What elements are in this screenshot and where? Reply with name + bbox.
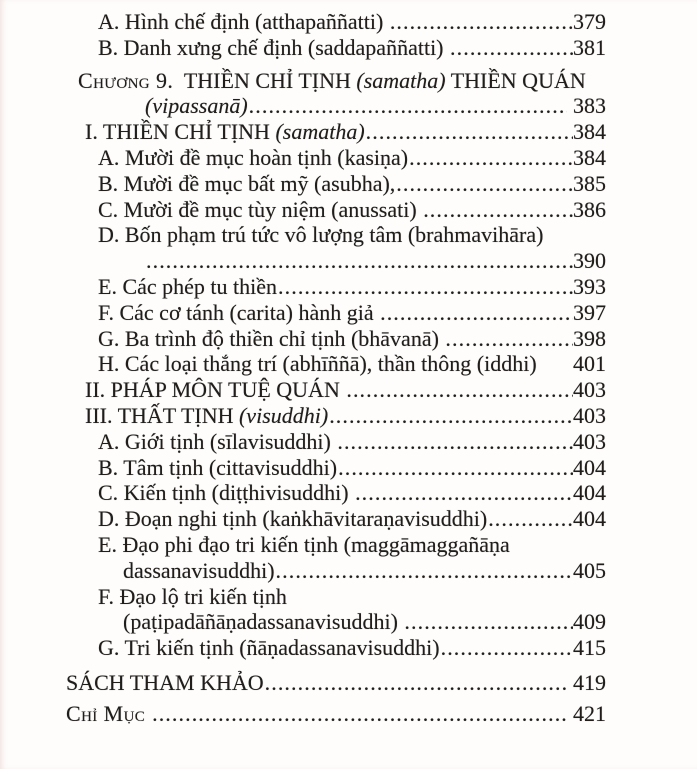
dot-leader (487, 506, 573, 532)
dot-leader (248, 93, 567, 119)
dot-leader (444, 326, 573, 352)
toc-entry-text-part: (samatha) (356, 67, 446, 93)
toc-entry-text (98, 506, 487, 532)
page-number: 386 (573, 196, 606, 222)
toc-entry-text-part: D. Đoạn nghi tịnh (kaṅkhāvitaraṇavisuddhi) (98, 506, 488, 532)
toc-row (0, 68, 606, 94)
page-number: 404 (573, 506, 606, 532)
page-number: 403 (573, 402, 606, 428)
toc-entry-text-part: C. Mười đề mục tùy niệm (anussati) (98, 196, 423, 222)
dot-leader (264, 670, 567, 696)
toc-entry-text-part: B. Danh xưng chế định (saddapaññatti) (98, 34, 450, 60)
toc-entry-text (98, 455, 337, 481)
toc-row (0, 222, 606, 248)
page-number: 398 (573, 325, 606, 351)
page-number: 421 (573, 700, 606, 726)
page-number: 401 (573, 351, 606, 377)
dot-leader (336, 429, 573, 455)
dot-leader (345, 377, 573, 403)
toc-row (0, 326, 606, 352)
toc-entry-text (98, 274, 277, 300)
toc-entry-text-part: dassanavisuddhi) (123, 557, 275, 583)
toc-entry-text (98, 429, 336, 455)
toc-entry-text (85, 403, 328, 429)
toc-entry-text-part: (samatha) (275, 119, 365, 145)
dot-leader (440, 635, 573, 661)
toc-row (0, 584, 606, 610)
page-number: 397 (573, 299, 606, 325)
toc-entry-text-part: H. Các loại thắng trí (abhīññā), thần thông (iddhi) (98, 351, 537, 377)
toc-entry-text (66, 670, 264, 696)
toc-row (0, 429, 606, 455)
toc-entry-text-part: THIỀN QUÁN (445, 67, 586, 93)
toc-entry-text-part: THIỀN CHỈ TỊNH (173, 67, 357, 93)
page-number: 383 (573, 93, 606, 119)
dot-leader (328, 403, 573, 429)
toc-entry-text (98, 222, 543, 248)
toc-entry-text-part: A. Giới tịnh (sīlavisuddhi) (98, 428, 337, 454)
toc-entry-text-part: SÁCH THAM KHẢO (66, 669, 264, 695)
toc-row (0, 248, 606, 274)
page-number: 403 (573, 377, 606, 403)
toc-row (0, 701, 606, 727)
toc-row (0, 351, 606, 377)
toc-row (0, 93, 606, 119)
toc-row (0, 670, 606, 696)
toc-entry-text-part: (vipassanā) (145, 93, 248, 119)
page-number: 404 (573, 480, 606, 506)
toc-entry-text-part: (paṭipadāñāṇadassanavisuddhi) (123, 609, 404, 635)
dot-leader (354, 480, 573, 506)
page-number: 384 (573, 144, 606, 170)
dot-leader (449, 35, 573, 61)
dot-leader (337, 455, 573, 481)
toc-entry-text (98, 35, 449, 61)
toc-row (0, 403, 606, 429)
toc-entry-text-part: Chương 9. (78, 67, 174, 93)
toc-row (0, 274, 606, 300)
toc-entry-text-part: Chỉ Mục (66, 700, 152, 726)
toc-entry-text-part: D. Bốn phạm trú tức vô lượng tâm (brahmavihāra) (98, 222, 544, 248)
toc-row (0, 300, 606, 326)
toc-entry-text-part: II. PHÁP MÔN TUỆ QUÁN (85, 377, 346, 403)
toc-entry-text (85, 119, 365, 145)
dot-leader (275, 558, 573, 584)
toc-entry-text (98, 351, 537, 377)
toc-entry-text-part: I. THIỀN CHỈ TỊNH (85, 119, 276, 145)
toc-entry-text (98, 480, 354, 506)
page-number: 385 (573, 170, 606, 196)
toc-row (0, 506, 606, 532)
page-number: 409 (573, 609, 606, 635)
toc-entry-text-part: A. Hình chế định (atthapaññatti) (98, 9, 389, 34)
dot-leader (365, 119, 573, 145)
toc-entry-text-part: G. Ba trình độ thiền chỉ tịnh (bhāvanā) (98, 325, 445, 351)
toc-row (0, 532, 606, 558)
dot-leader (151, 701, 567, 727)
toc-row (0, 558, 606, 584)
toc-row (0, 9, 606, 35)
toc-entry-text (66, 701, 151, 727)
toc-row (0, 480, 606, 506)
toc-row (0, 119, 606, 145)
dot-leader (145, 248, 573, 274)
page-number: 390 (573, 248, 606, 274)
page-number: 405 (573, 557, 606, 583)
toc-entry-text (98, 145, 408, 171)
dot-leader (422, 197, 573, 223)
toc-row (0, 455, 606, 481)
toc-entry-text-part: E. Đạo phi đạo tri kiến tịnh (maggāmaggañāṇa (98, 531, 510, 557)
toc-list (0, 9, 606, 727)
toc-entry-text-part: (visuddhi) (238, 402, 329, 428)
toc-entry-text (98, 326, 444, 352)
toc-row (0, 377, 606, 403)
page-number: 379 (573, 9, 606, 34)
toc-row (0, 635, 606, 661)
page-number: 381 (573, 34, 606, 60)
dot-leader (389, 9, 573, 35)
toc-entry-text (78, 68, 586, 94)
page-number: 404 (573, 454, 606, 480)
toc-entry-text (123, 558, 275, 584)
toc-entry-text (98, 197, 422, 223)
page-number: 415 (573, 635, 606, 661)
page-number: 384 (573, 119, 606, 145)
toc-row (0, 35, 606, 61)
toc-entry-text-part: A. Mười đề mục hoàn tịnh (kasiṇa) (98, 144, 409, 170)
toc-entry-text-part: G. Tri kiến tịnh (ñāṇadassanavisuddhi) (98, 635, 440, 661)
page-number: 419 (573, 669, 606, 695)
toc-entry-text (145, 93, 248, 119)
toc-entry-text-part: F. Đạo lộ tri kiến tịnh (98, 583, 287, 609)
toc-row (0, 609, 606, 635)
dot-leader (379, 300, 573, 326)
toc-row (0, 171, 606, 197)
toc-entry-text (98, 584, 287, 610)
toc-entry-text (98, 171, 395, 197)
toc-entry-text-part: C. Kiến tịnh (diṭṭhivisuddhi) (98, 480, 355, 506)
toc-entry-text-part: B. Tâm tịnh (cittavisuddhi) (98, 454, 338, 480)
dot-leader (395, 171, 573, 197)
toc-entry-text (98, 9, 389, 35)
toc-entry-text (123, 609, 403, 635)
toc-entry-text (98, 300, 379, 326)
toc-entry-text (98, 635, 440, 661)
dot-leader (277, 274, 573, 300)
toc-row (0, 197, 606, 223)
toc-entry-text-part: B. Mười đề mục bất mỹ (asubha), (98, 170, 396, 196)
toc-row (0, 145, 606, 171)
toc-entry-text (98, 532, 510, 558)
page-number: 403 (573, 428, 606, 454)
dot-leader (403, 609, 573, 635)
toc-entry-text-part: E. Các phép tu thiền (98, 273, 278, 299)
page-number: 393 (573, 273, 606, 299)
toc-entry-text-part: F. Các cơ tánh (carita) hành giả (98, 299, 380, 325)
toc-entry-text (85, 377, 345, 403)
dot-leader (408, 145, 573, 171)
toc-entry-text-part: III. THẤT TỊNH (85, 402, 239, 428)
